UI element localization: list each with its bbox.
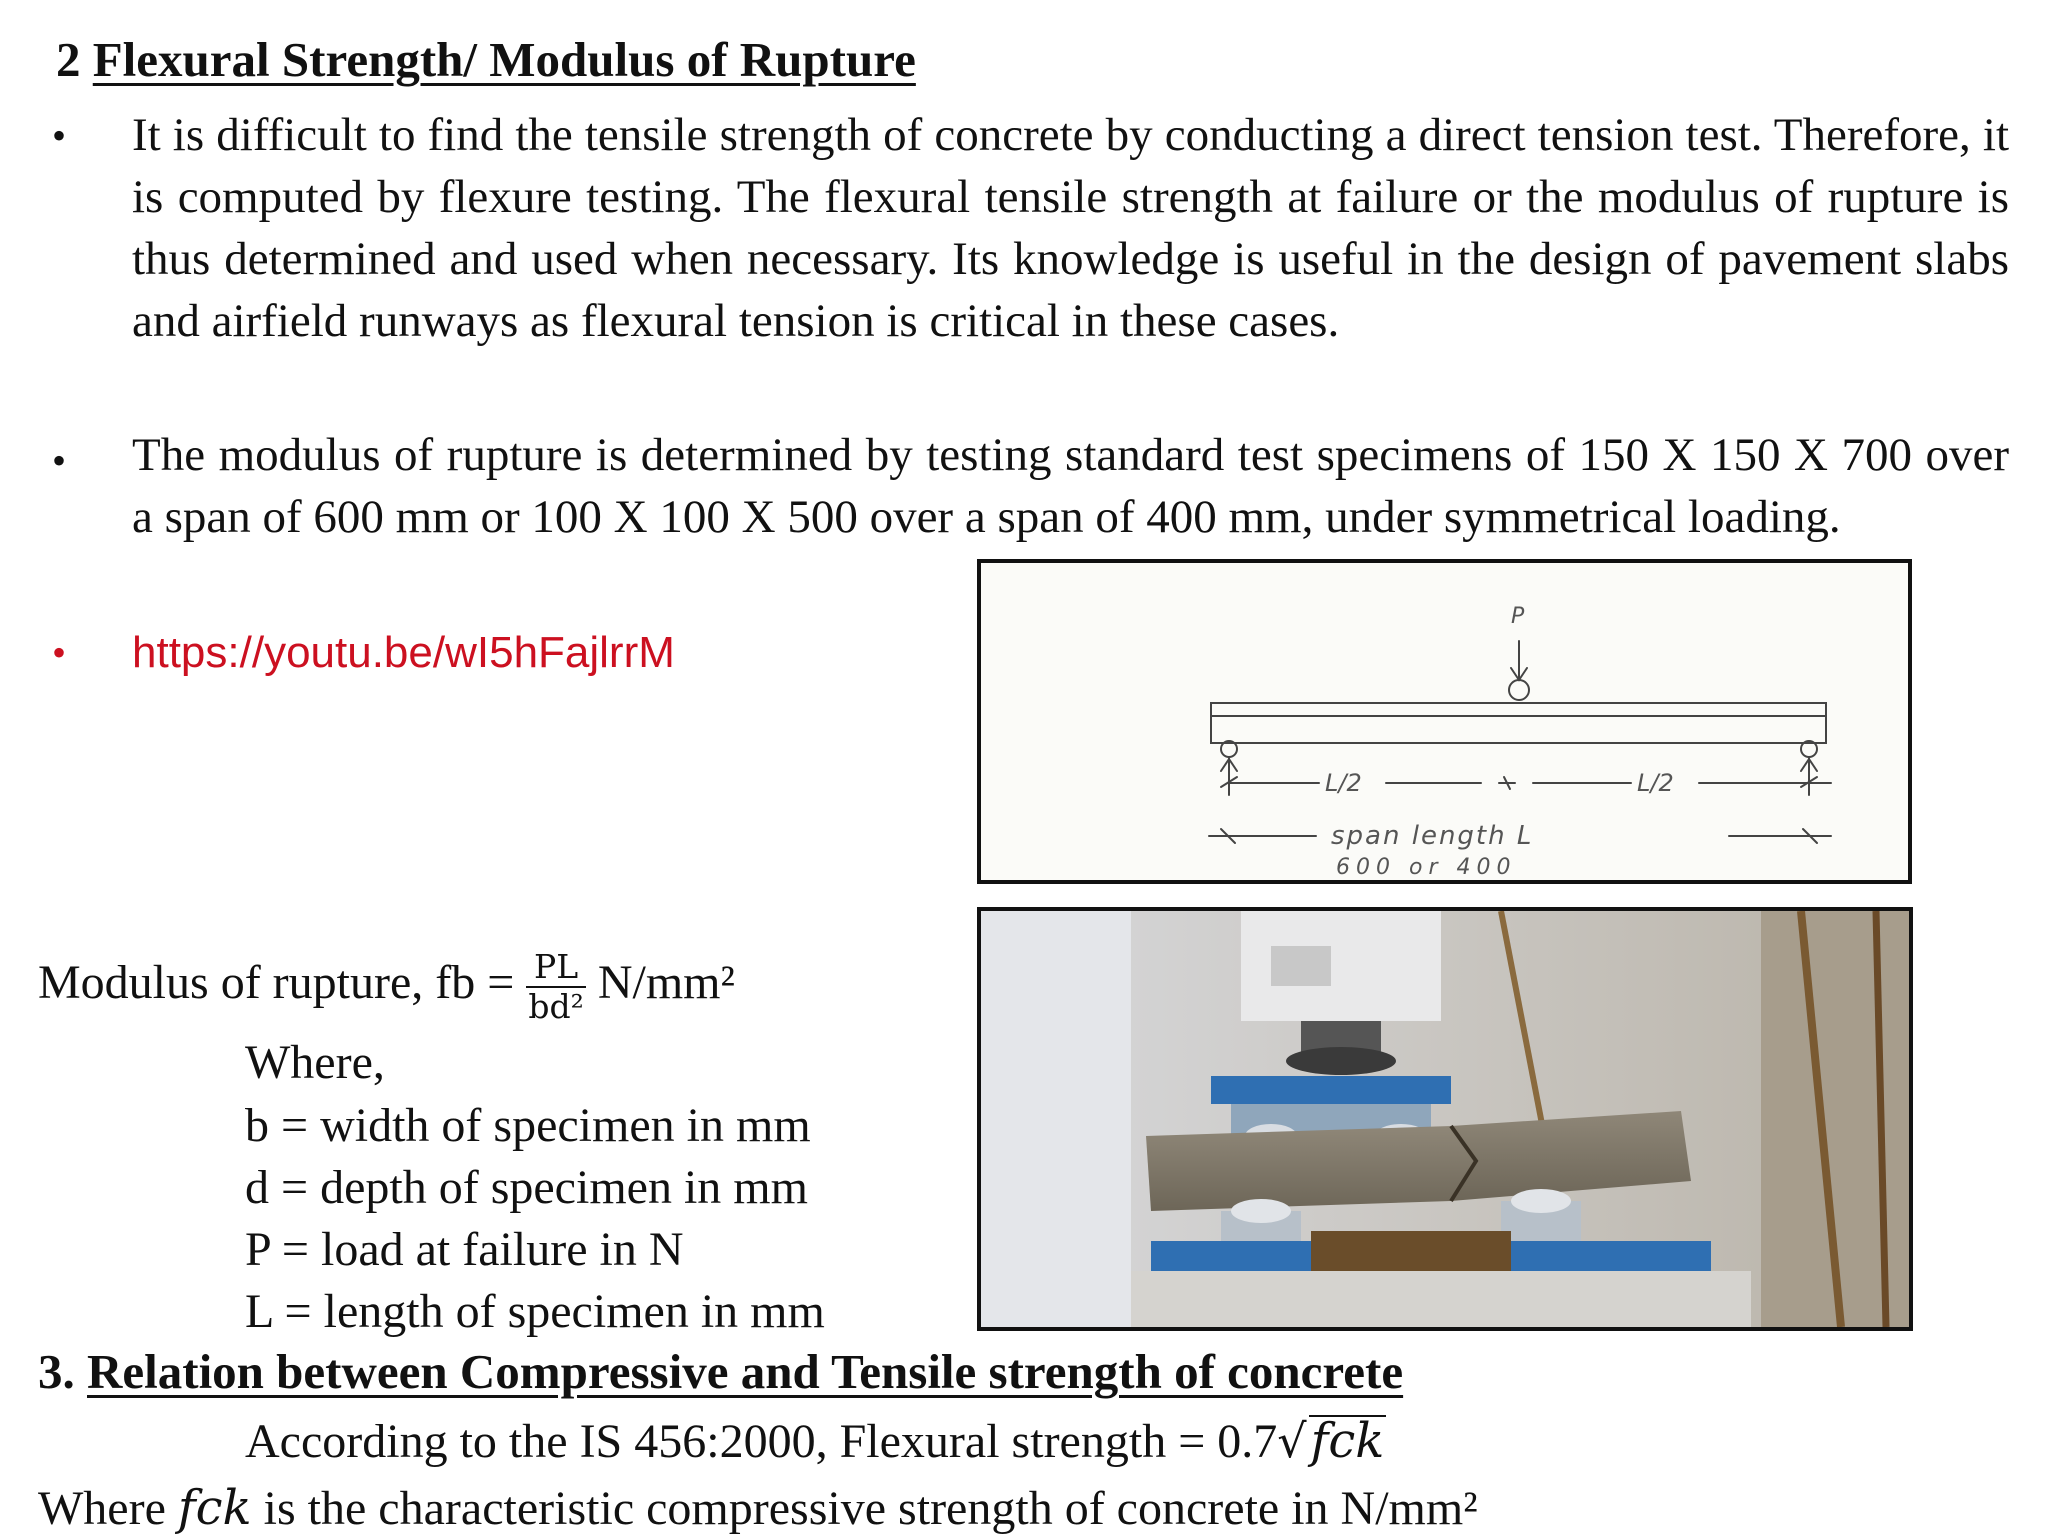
square-root-icon: √ <box>1277 1414 1307 1468</box>
definition-p: P = load at failure in N <box>245 1223 684 1276</box>
section-3-title: Relation between Compressive and Tensile strength of concrete <box>87 1344 1404 1399</box>
load-roller <box>1509 680 1529 700</box>
span-values-label: 600 or 400 <box>1336 855 1517 880</box>
load-label: P <box>1511 604 1525 629</box>
formula-unit: N/mm² <box>597 956 735 1010</box>
flexure-test-photo <box>977 907 1913 1331</box>
bullet-marker: • <box>52 113 67 158</box>
paragraph-modulus-test <box>132 424 2009 548</box>
youtube-link[interactable]: https://youtu.be/wI5hFajlrrM <box>132 628 675 677</box>
definition-b: b = width of specimen in mm <box>245 1099 811 1152</box>
formula-label: Modulus of rupture, fb = <box>38 956 515 1010</box>
definition-d: d = depth of specimen in mm <box>245 1161 808 1214</box>
relation-statement <box>245 1410 1386 1473</box>
section-3-number: 3. <box>38 1344 75 1399</box>
half-span-right-label: L/2 <box>1637 769 1674 797</box>
paragraph-modulus-test-text: The modulus of rupture is determined by testing standard test specimens of 150 X 150 X 700 over a span of 600 mm or 100 X 100 X 500 over a span of 400 mm, under symmetrical loading. <box>132 429 2009 543</box>
section-2-title: Flexural Strength/ Modulus of Rupture <box>92 32 916 87</box>
relation-where <box>38 1477 1478 1540</box>
where-variable: fck <box>177 1480 252 1536</box>
relation-radicand: fck <box>1310 1413 1385 1469</box>
formula-fraction <box>526 948 585 1026</box>
where-prefix: Where <box>38 1482 178 1535</box>
formula-denominator: bd² <box>528 987 584 1026</box>
beam-loading-diagram <box>977 559 1912 884</box>
formula-numerator: PL <box>526 948 585 988</box>
bullet-marker: • <box>52 630 67 675</box>
section-2-heading <box>56 30 916 90</box>
section-3-heading <box>38 1342 1403 1402</box>
section-2-number: 2 <box>56 32 81 87</box>
beam-outline <box>1211 703 1826 743</box>
definition-l: L = length of specimen in mm <box>245 1285 825 1338</box>
definitions-where: Where, <box>245 1036 385 1089</box>
paragraph-tensile-strength: It is difficult to find the tensile strength of concrete by conducting a direct tension test. Therefore, it is computed by flexure testing. The flexural tensile strength at failure or the modulus of rupture is thus determined and used when necessary. Its knowledge is useful in the design of pavement slabs and airfield runways as flexural tension is critical in these cases. <box>132 109 2009 347</box>
span-length-label: span length L <box>1331 821 1534 851</box>
bullet-marker: • <box>52 438 67 483</box>
relation-text: According to the IS 456:2000, Flexural strength = 0.7 <box>245 1415 1278 1468</box>
half-span-left-label: L/2 <box>1325 769 1362 797</box>
where-suffix: is the characteristic compressive strength of concrete in N/mm² <box>251 1482 1478 1535</box>
modulus-formula <box>38 948 735 1026</box>
